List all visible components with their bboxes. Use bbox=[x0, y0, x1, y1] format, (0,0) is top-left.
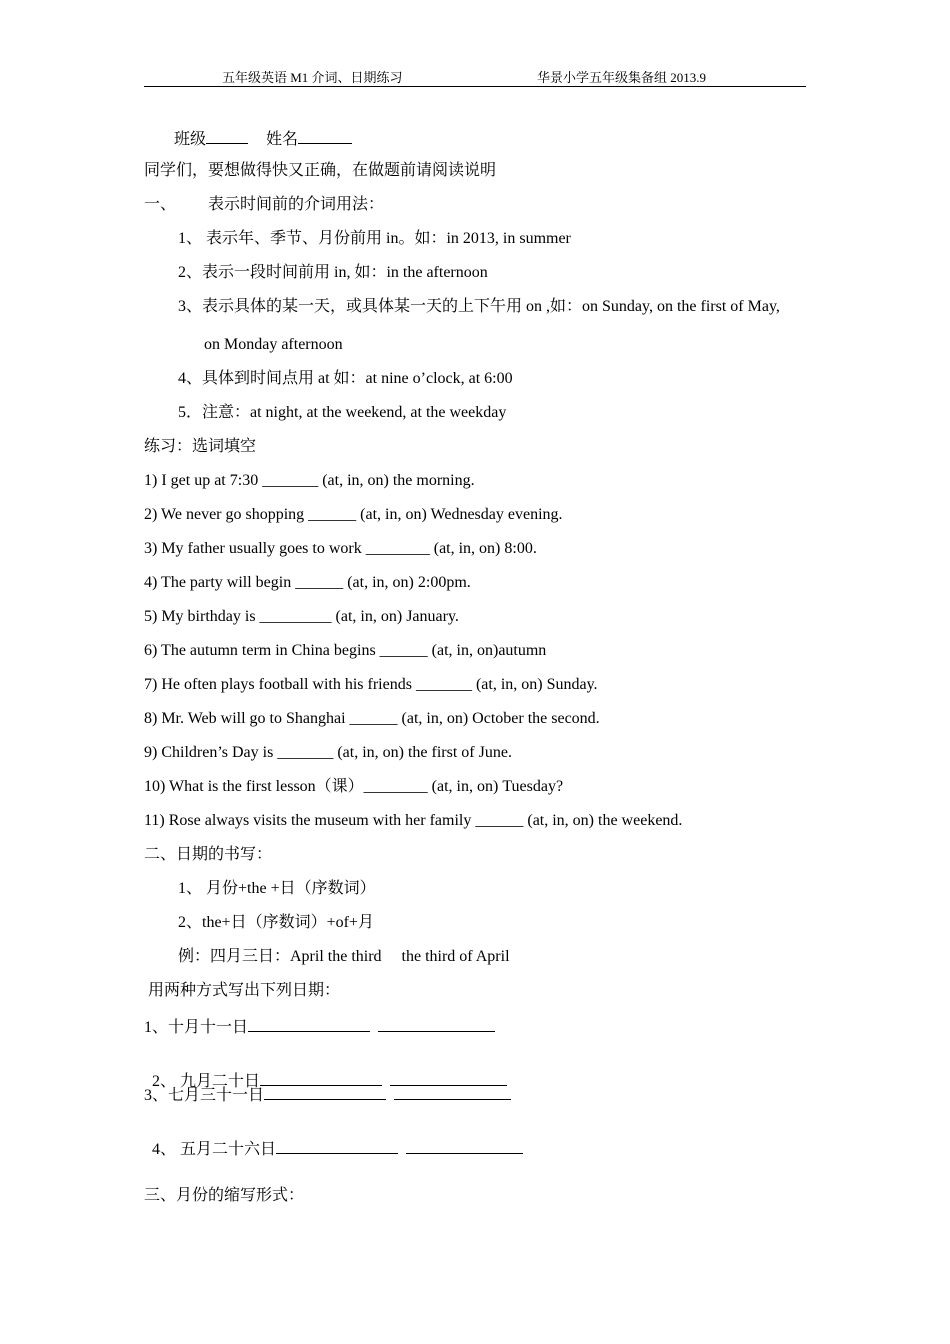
practice-item: 10) What is the first lesson（课）________ (at, in, on) Tuesday? bbox=[144, 778, 564, 795]
section1-title: 一、 表示时间前的介词用法： bbox=[144, 196, 385, 213]
practice-item: 11) Rose always visits the museum with her family ______ (at, in, on) the weekend. bbox=[144, 812, 683, 829]
practice-item: 8) Mr. Web will go to Shanghai ______ (at, in, on) October the second. bbox=[144, 710, 600, 727]
practice-item: 9) Children’s Day is _______ (at, in, on) the first of June. bbox=[144, 744, 512, 761]
rule-item: 2、表示一段时间前用 in, 如：in the afternoon bbox=[178, 264, 488, 281]
date-row bbox=[144, 1117, 523, 1160]
rule-item: 4、具体到时间点用 at 如：at nine o’clock, at 6:00 bbox=[178, 370, 513, 387]
practice-item: 2) We never go shopping ______ (at, in, on) Wednesday evening. bbox=[144, 506, 563, 523]
date-label: 4、 五月二十六日 bbox=[152, 1141, 277, 1158]
header-title: 五年级英语 M1 介词、日期练习 bbox=[222, 70, 403, 85]
answer-blank[interactable] bbox=[264, 1083, 386, 1100]
practice-title: 练习：选词填空 bbox=[144, 438, 257, 455]
practice-item: 5) My birthday is _________ (at, in, on) January. bbox=[144, 608, 459, 625]
practice-item: 4) The party will begin ______ (at, in, on) 2:00pm. bbox=[144, 574, 471, 591]
date-example: 例：四月三日：April the third the third of April bbox=[178, 948, 510, 965]
intro-text: 同学们，要想做得快又正确，在做题前请阅读说明 bbox=[144, 162, 497, 179]
name-field[interactable] bbox=[298, 127, 352, 144]
date-label: 3、七月三十一日 bbox=[144, 1087, 265, 1104]
practice-item: 1) I get up at 7:30 _______ (at, in, on) the morning. bbox=[144, 472, 475, 489]
rule-item: 3、表示具体的某一天，或具体某一天的上下午用 on ,如：on Sunday, on the first of May, bbox=[178, 298, 780, 315]
date-label: 2、 九月二十日 bbox=[152, 1073, 261, 1090]
rule-item-continued: on Monday afternoon bbox=[204, 336, 343, 353]
rule-item: 1、 表示年、季节、月份前用 in。如：in 2013, in summer bbox=[178, 230, 571, 247]
answer-blank[interactable] bbox=[248, 1015, 370, 1032]
practice-item: 6) The autumn term in China begins ______ (at, in, on)autumn bbox=[144, 642, 547, 659]
rule-item: 5．注意：at night, at the weekend, at the weekday bbox=[178, 404, 507, 421]
class-field[interactable] bbox=[206, 127, 248, 144]
answer-blank[interactable] bbox=[406, 1137, 523, 1154]
date-rule: 2、the+日（序数词）+of+月 bbox=[178, 914, 374, 931]
date-label: 1、十月十一日 bbox=[144, 1019, 249, 1036]
class-label: 班级 bbox=[174, 131, 207, 148]
date-task: 用两种方式写出下列日期： bbox=[148, 982, 341, 999]
practice-item: 3) My father usually goes to work ________ (at, in, on) 8:00. bbox=[144, 540, 537, 557]
date-row bbox=[144, 1015, 495, 1038]
answer-blank[interactable] bbox=[394, 1083, 511, 1100]
answer-blank[interactable] bbox=[378, 1015, 495, 1032]
date-row bbox=[144, 1083, 511, 1106]
section2-title: 二、日期的书写： bbox=[144, 846, 273, 863]
date-rule: 1、 月份+the +日（序数词） bbox=[178, 880, 376, 897]
section3-title: 三、月份的缩写形式： bbox=[144, 1187, 305, 1204]
student-info bbox=[174, 127, 352, 150]
page-header bbox=[144, 66, 806, 87]
name-label: 姓名 bbox=[266, 131, 299, 148]
practice-item: 7) He often plays football with his friends _______ (at, in, on) Sunday. bbox=[144, 676, 598, 693]
header-group: 华景小学五年级集备组 2013.9 bbox=[537, 70, 707, 85]
answer-blank[interactable] bbox=[276, 1137, 398, 1154]
